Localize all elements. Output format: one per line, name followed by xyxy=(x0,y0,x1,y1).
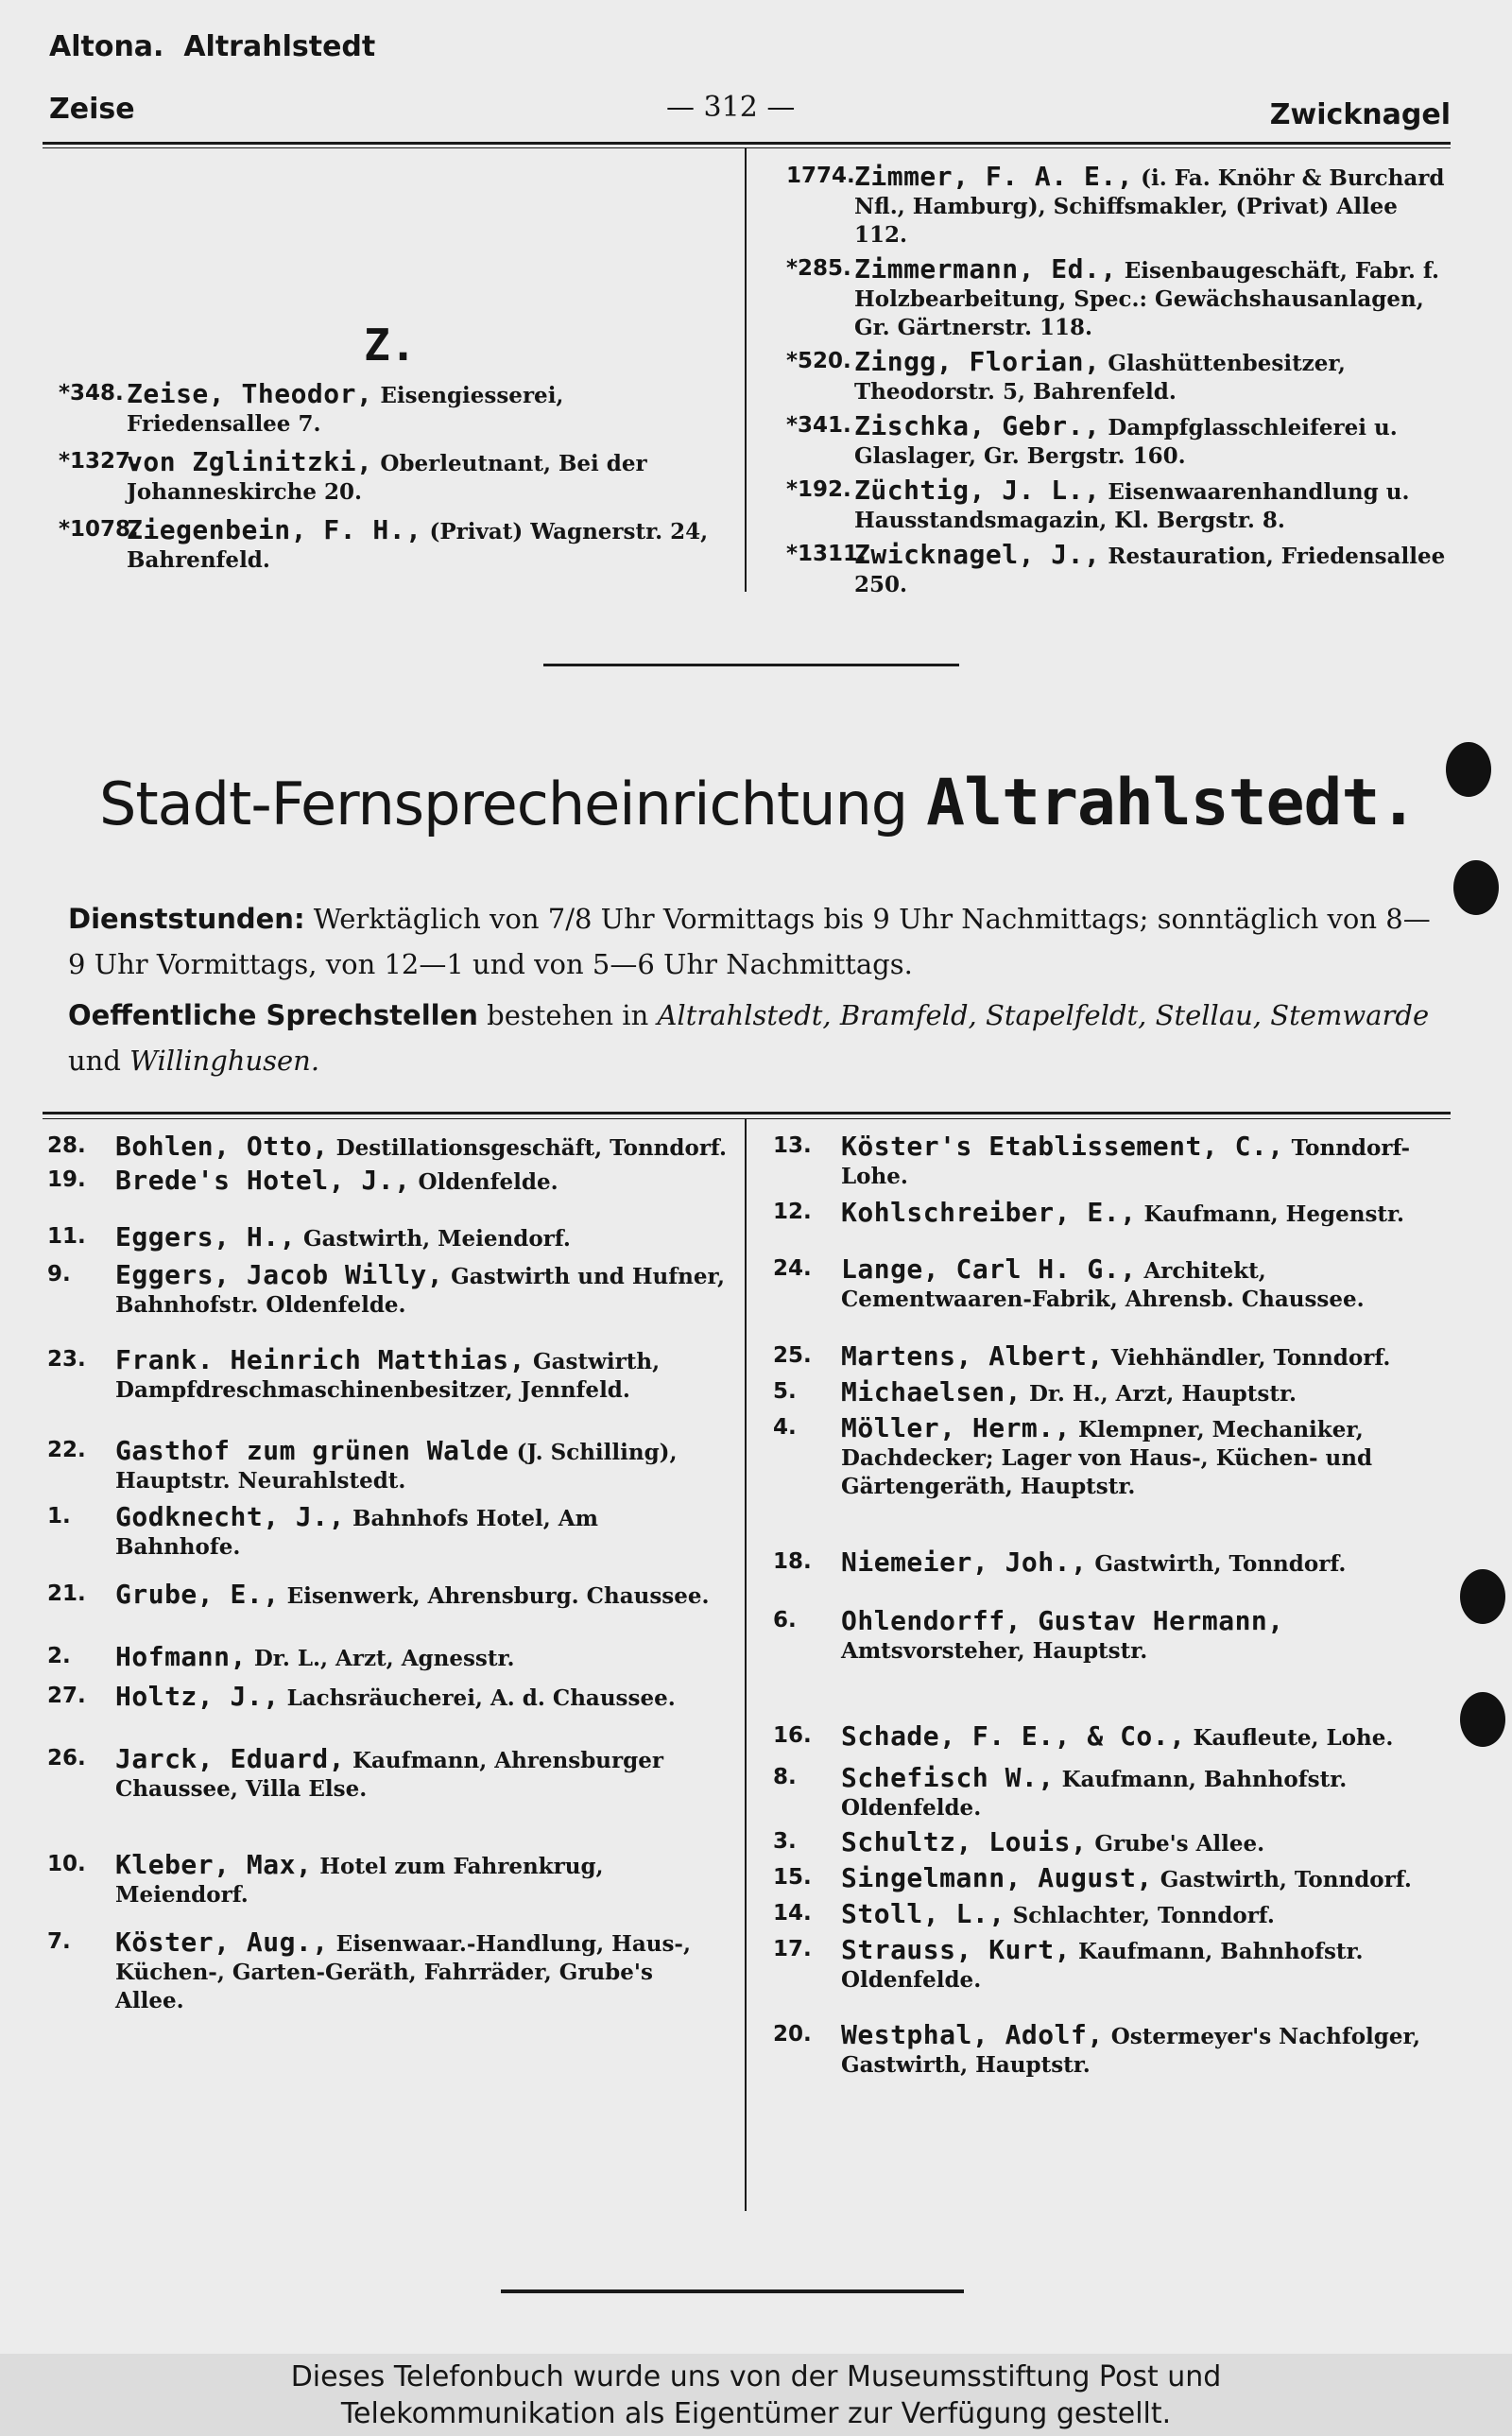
entry-description: Gastwirth, Tonndorf. xyxy=(1087,1551,1347,1577)
entry-number: 23. xyxy=(47,1347,86,1372)
entry-description: Restauration, Friedensallee 250. xyxy=(854,544,1446,597)
directory-entry xyxy=(47,1166,728,1197)
public-stations xyxy=(68,993,1448,1083)
directory-entry xyxy=(47,1928,728,2015)
directory-entry xyxy=(786,163,1453,250)
header-city: Altona. Altrahlstedt xyxy=(49,30,376,63)
entry-number: 20. xyxy=(773,2022,812,2047)
entry-name: Eggers, Jacob Willy, xyxy=(115,1259,444,1290)
entry-name: Ziegenbein, F. H., xyxy=(127,514,422,545)
directory-entry xyxy=(786,412,1453,471)
entry-name: Stoll, L., xyxy=(841,1898,1005,1929)
entry-number: *1327. xyxy=(59,449,139,474)
entry-name: Frank. Heinrich Matthias, xyxy=(115,1344,525,1375)
entry-number: *1311. xyxy=(786,542,867,566)
entry-description: Eisenwaarenhandlung u. Hausstandsmagazin, Kl. Bergstr. 8. xyxy=(854,479,1410,533)
entry-number: 24. xyxy=(773,1256,812,1281)
entry-number: 28. xyxy=(47,1133,86,1158)
entry-description: Bahnhofs Hotel, Am Bahnhofe. xyxy=(115,1506,598,1560)
directory-entry xyxy=(773,2021,1453,2080)
entry-name: Köster, Aug., xyxy=(115,1926,329,1958)
entry-number: 25. xyxy=(773,1343,812,1368)
directory-entry xyxy=(47,1132,728,1163)
directory-entry xyxy=(773,1199,1453,1229)
section-title xyxy=(99,766,1417,840)
public-stations-label: Oeffentliche Sprechstellen xyxy=(68,999,478,1031)
section-title-prefix: Stadt-Fernsprecheinrichtung xyxy=(99,769,908,838)
entry-description: Gastwirth, Tonndorf. xyxy=(1152,1867,1412,1892)
entry-name: Singelmann, August, xyxy=(841,1862,1153,1893)
header-right-word: Zwicknagel xyxy=(1269,98,1451,131)
entry-name: Zingg, Florian, xyxy=(854,346,1101,377)
entry-description: Lachsräucherei, A. d. Chaussee. xyxy=(279,1685,676,1711)
directory-entry xyxy=(47,1683,728,1713)
footer-line-2: Telekommunikation als Eigentümer zur Verfügung gestellt. xyxy=(340,2397,1172,2430)
entry-number: 6. xyxy=(773,1608,797,1633)
entry-name: Zischka, Gebr., xyxy=(854,410,1101,441)
entry-number: 4. xyxy=(773,1415,797,1440)
entry-name: Kohlschreiber, E., xyxy=(841,1197,1137,1228)
entry-number: 5. xyxy=(773,1379,797,1404)
entry-description: Oberleutnant, Bei der Johanneskirche 20. xyxy=(127,451,647,505)
entry-description: Architekt, Cementwaaren-Fabrik, Ahrensb. Chaussee. xyxy=(841,1258,1365,1312)
entry-description: Amtsvorsteher, Hauptstr. xyxy=(841,1638,1148,1664)
list-top-rule-thin xyxy=(43,1118,1451,1119)
column-divider-top xyxy=(745,147,747,592)
entry-number: 8. xyxy=(773,1765,797,1789)
entry-description: Eisengiesserei, Friedensallee 7. xyxy=(127,383,564,437)
entry-description: Gastwirth, Meiendorf. xyxy=(295,1226,571,1252)
directory-entry xyxy=(59,448,728,507)
directory-entry xyxy=(773,1828,1453,1858)
entry-name: Godknecht, J., xyxy=(115,1501,346,1532)
entry-name: Zimmermann, Ed., xyxy=(854,253,1117,285)
entry-name: von Zglinitzki, xyxy=(127,446,373,477)
entry-name: Brede's Hotel, J., xyxy=(115,1165,411,1196)
entry-name: Grube, E., xyxy=(115,1579,280,1610)
entry-number: 19. xyxy=(47,1167,86,1192)
entry-number: *520. xyxy=(786,349,851,373)
top-right-column xyxy=(786,163,1453,599)
header-rule-thin xyxy=(43,147,1451,148)
entry-description: (J. Schilling), Hauptstr. Neurahlstedt. xyxy=(115,1440,678,1494)
directory-entry xyxy=(47,1643,728,1673)
column-divider-bottom xyxy=(745,1119,747,2211)
entry-number: 21. xyxy=(47,1581,86,1606)
directory-entry xyxy=(786,255,1453,342)
entry-name: Zimmer, F. A. E., xyxy=(854,161,1134,192)
entry-description: Klempner, Mechaniker, Dachdecker; Lager von Haus-, Küchen- und Gärtengeräth, Hauptstr. xyxy=(841,1417,1373,1499)
entry-number: *285. xyxy=(786,256,851,281)
entry-number: 12. xyxy=(773,1200,812,1224)
entry-description: Kaufmann, Ahrensburger Chaussee, Villa Else. xyxy=(115,1748,663,1802)
entry-description: Eisenwerk, Ahrensburg. Chaussee. xyxy=(279,1583,710,1609)
entry-description: Dampfglasschleiferei u. Glaslager, Gr. Bergstr. 160. xyxy=(854,415,1398,469)
list-top-rule xyxy=(43,1112,1451,1114)
entry-name: Schultz, Louis, xyxy=(841,1826,1088,1857)
footer-notice xyxy=(0,2354,1512,2436)
entry-number: 1774. xyxy=(786,164,855,188)
entry-number: *341. xyxy=(786,413,851,438)
entry-name: Jarck, Eduard, xyxy=(115,1743,346,1774)
directory-entry xyxy=(773,1764,1453,1823)
entry-number: 14. xyxy=(773,1901,812,1926)
entry-name: Möller, Herm., xyxy=(841,1412,1072,1443)
entry-description: Hotel zum Fahrenkrug, Meiendorf. xyxy=(115,1854,604,1908)
entry-description: Kaufmann, Hegenstr. xyxy=(1136,1201,1405,1227)
entry-number: *348. xyxy=(59,381,124,406)
entry-number: 1. xyxy=(47,1504,71,1529)
entry-description: Eisenbaugeschäft, Fabr. f. Holzbearbeitung, Spec.: Gewächshausanlagen, Gr. Gärtnerstr. 118. xyxy=(854,258,1439,340)
directory-entry xyxy=(773,1548,1453,1579)
directory-entry xyxy=(47,1223,728,1253)
directory-entry xyxy=(773,1414,1453,1501)
directory-entry xyxy=(773,1722,1453,1753)
service-hours-text: Werktäglich von 7/8 Uhr Vormittags bis 9 Uhr Nachmittags; sonntäglich von 8—9 Uhr Vormittags, von 12—1 und von 5—6 Uhr Nachmittags. xyxy=(68,903,1431,980)
section-title-place: Altrahlstedt. xyxy=(926,766,1418,840)
entry-name: Kleber, Max, xyxy=(115,1849,313,1880)
binding-hole xyxy=(1453,860,1499,915)
directory-entry xyxy=(47,1503,728,1562)
directory-entry xyxy=(773,1342,1453,1373)
end-rule xyxy=(501,2289,964,2293)
directory-entry xyxy=(786,476,1453,535)
entry-description: Eisenwaar.-Handlung, Haus-, Küchen-, Garten-Geräth, Fahrräder, Grube's Allee. xyxy=(115,1931,691,2013)
entry-number: *1078. xyxy=(59,517,139,542)
directory-entry xyxy=(47,1346,728,1405)
entry-description: Kaufmann, Bahnhofstr. Oldenfelde. xyxy=(841,1767,1348,1821)
page-number: — 312 — xyxy=(666,91,796,124)
entry-name: Köster's Etablissement, C., xyxy=(841,1131,1284,1162)
bottom-left-column xyxy=(47,1132,728,2015)
entry-description: Destillationsgeschäft, Tonndorf. xyxy=(328,1135,728,1161)
entry-description: Grube's Allee. xyxy=(1087,1831,1265,1857)
directory-entry xyxy=(786,348,1453,406)
section-rule xyxy=(543,664,959,666)
entry-name: Niemeier, Joh., xyxy=(841,1546,1088,1578)
entry-description: Kaufmann, Bahnhofstr. Oldenfelde. xyxy=(841,1939,1364,1993)
entry-description: Schlachter, Tonndorf. xyxy=(1005,1903,1275,1928)
service-hours-label: Dienststunden: xyxy=(68,903,305,935)
entry-number: 7. xyxy=(47,1929,71,1954)
section-letter: Z. xyxy=(364,320,417,371)
entry-number: 10. xyxy=(47,1852,86,1876)
header-left-word: Zeise xyxy=(49,93,135,126)
entry-name: Westphal, Adolf, xyxy=(841,2019,1104,2050)
entry-description: Ostermeyer's Nachfolger, Gastwirth, Hauptstr. xyxy=(841,2024,1420,2078)
entry-number: 3. xyxy=(773,1829,797,1854)
header-district: Altrahlstedt xyxy=(183,30,376,63)
entry-description: Dr. H., Arzt, Hauptstr. xyxy=(1021,1381,1297,1407)
entry-description: Glashüttenbesitzer, Theodorstr. 5, Bahrenfeld. xyxy=(854,351,1346,405)
public-stations-places: Altrahlstedt, Bramfeld, Stapelfeldt, Stellau, Stemwarde xyxy=(657,999,1430,1031)
entry-number: *192. xyxy=(786,477,851,502)
entry-description: Kaufleute, Lohe. xyxy=(1185,1725,1394,1751)
entry-number: 16. xyxy=(773,1723,812,1748)
directory-entry xyxy=(47,1581,728,1611)
header-rule xyxy=(43,142,1451,145)
public-stations-last-place: Willinghusen. xyxy=(129,1045,320,1077)
directory-entry xyxy=(773,1936,1453,1995)
directory-entry xyxy=(773,1132,1453,1191)
directory-entry xyxy=(47,1851,728,1909)
entry-name: Eggers, H., xyxy=(115,1221,296,1253)
entry-number: 11. xyxy=(47,1224,86,1249)
entry-name: Hofmann, xyxy=(115,1641,247,1672)
entry-number: 17. xyxy=(773,1937,812,1961)
binding-hole xyxy=(1446,742,1491,797)
entry-name: Zeise, Theodor, xyxy=(127,378,373,409)
entry-description: Tonndorf-Lohe. xyxy=(841,1135,1411,1189)
binding-hole xyxy=(1460,1692,1505,1747)
entry-number: 9. xyxy=(47,1262,71,1287)
entry-name: Zwicknagel, J., xyxy=(854,539,1101,570)
entry-number: 18. xyxy=(773,1549,812,1574)
entry-number: 13. xyxy=(773,1133,812,1158)
entry-description: Dr. L., Arzt, Agnesstr. xyxy=(246,1646,515,1671)
bottom-right-column xyxy=(773,1132,1453,2080)
entry-name: Schade, F. E., & Co., xyxy=(841,1720,1186,1752)
directory-entry xyxy=(47,1745,728,1804)
directory-entry xyxy=(773,1864,1453,1894)
entry-name: Ohlendorff, Gustav Hermann, xyxy=(841,1605,1284,1636)
entry-description: (i. Fa. Knöhr & Burchard Nfl., Hamburg), Schiffsmakler, (Privat) Allee 112. xyxy=(854,165,1445,248)
public-stations-text: bestehen in xyxy=(487,999,649,1031)
directory-entry xyxy=(786,541,1453,599)
public-stations-and: und xyxy=(68,1045,121,1077)
directory-entry xyxy=(773,1607,1453,1666)
top-left-column xyxy=(59,380,728,575)
footer-line-1: Dieses Telefonbuch wurde uns von der Museumsstiftung Post und xyxy=(290,2360,1222,2393)
directory-entry xyxy=(773,1900,1453,1930)
directory-entry xyxy=(773,1378,1453,1408)
entry-number: 27. xyxy=(47,1684,86,1708)
entry-name: Michaelsen, xyxy=(841,1376,1022,1408)
directory-entry xyxy=(59,516,728,575)
entry-description: Viehhändler, Tonndorf. xyxy=(1103,1345,1391,1371)
entry-name: Martens, Albert, xyxy=(841,1340,1104,1372)
directory-entry xyxy=(47,1437,728,1495)
entry-name: Bohlen, Otto, xyxy=(115,1131,329,1162)
entry-description: Gastwirth, Dampfdreschmaschinenbesitzer, Jennfeld. xyxy=(115,1349,661,1403)
entry-number: 22. xyxy=(47,1438,86,1462)
binding-hole xyxy=(1460,1569,1505,1624)
entry-name: Züchtig, J. L., xyxy=(854,475,1101,506)
entry-name: Strauss, Kurt, xyxy=(841,1934,1072,1965)
entry-name: Lange, Carl H. G., xyxy=(841,1253,1137,1285)
entry-number: 26. xyxy=(47,1746,86,1771)
entry-name: Gasthof zum grünen Walde xyxy=(115,1435,509,1466)
directory-entry xyxy=(47,1261,728,1320)
entry-name: Holtz, J., xyxy=(115,1681,280,1712)
entry-description: (Privat) Wagnerstr. 24, Bahrenfeld. xyxy=(127,519,709,573)
directory-entry xyxy=(59,380,728,439)
entry-description: Oldenfelde. xyxy=(410,1169,558,1195)
entry-description: Gastwirth und Hufner, Bahnhofstr. Oldenfelde. xyxy=(115,1264,725,1318)
directory-entry xyxy=(773,1255,1453,1314)
entry-name: Schefisch W., xyxy=(841,1762,1055,1793)
entry-number: 2. xyxy=(47,1644,71,1668)
service-hours xyxy=(68,896,1448,987)
entry-number: 15. xyxy=(773,1865,812,1890)
